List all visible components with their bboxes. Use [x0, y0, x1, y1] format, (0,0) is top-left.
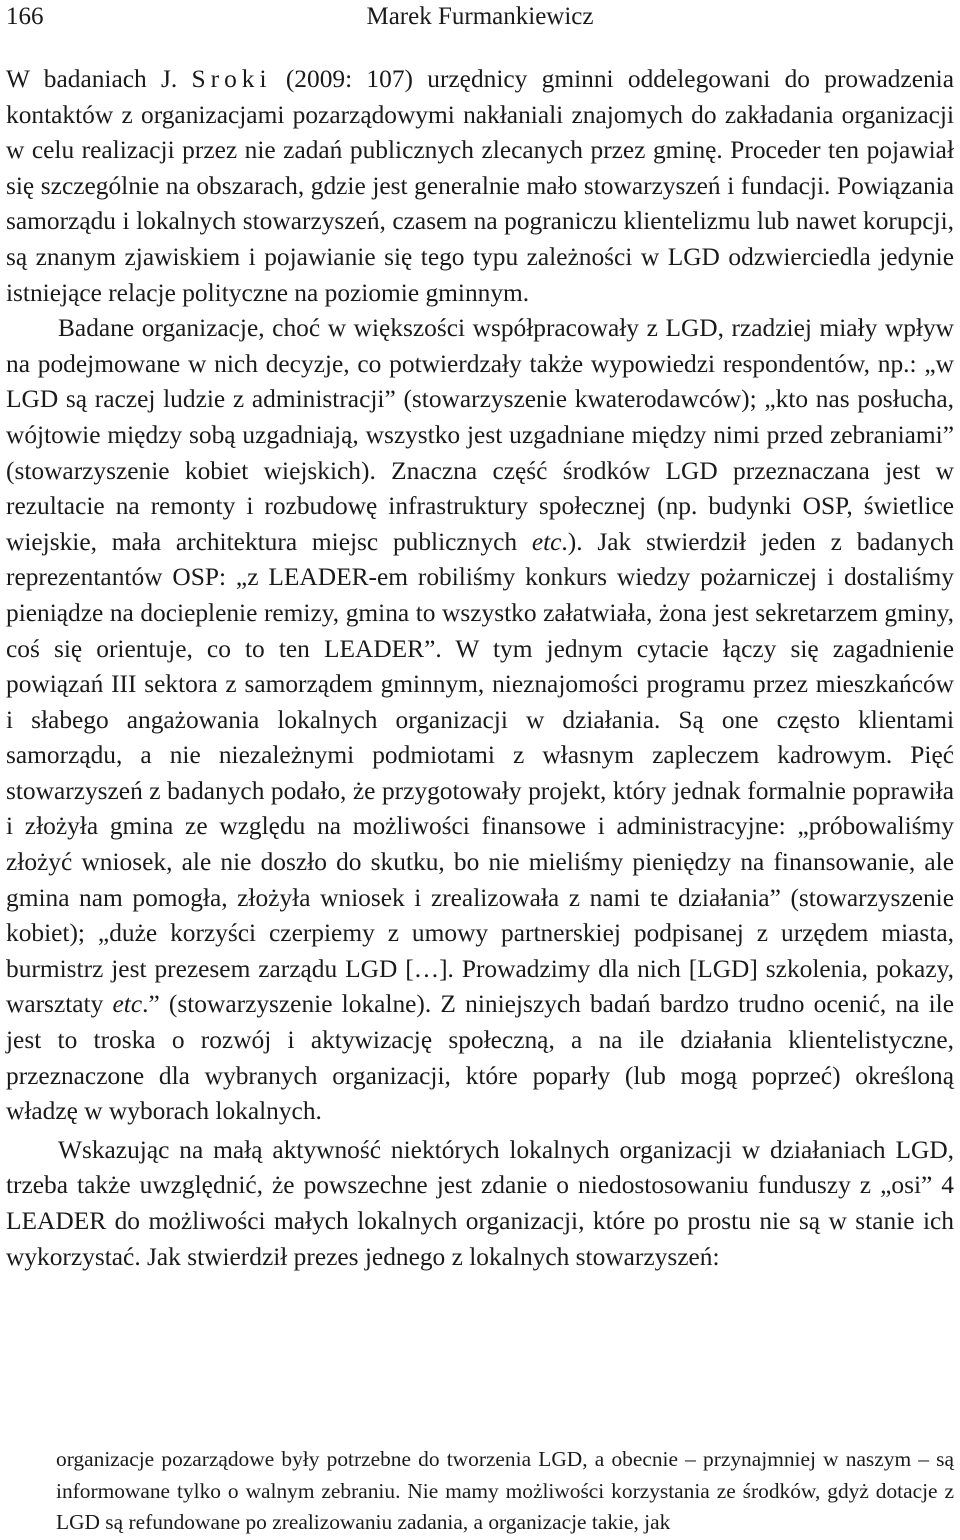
running-head-author: Marek Furmankiewicz [366, 3, 594, 30]
cited-author: Sroki [191, 65, 272, 93]
paragraph-2-part-b: .). Jak stwierdził jeden z badanych reprezentantów OSP: „z LEADER-em robiliśmy konkurs wiedzy pożarniczej i dostaliśmy pieniądze na docieplenie remizy, gmina to wszystko załatwiała, żona jest sekretarzem gminy, coś się orientuje, co to ten LEADER”. W tym jednym cytacie łączy się zagadnienie powiązań III sektora z samorządem gminnym, nieznajomości programu przez mieszkańców i słabego angażowania lokalnych organizacji w działania. Są one często klientami samorządu, a nie niezależnymi podmiotami z własnym zapleczem kadrowym. Pięć stowarzyszeń z badanych podało, że przygotowały projekt, który jednak formalnie poprawiła i złożyła gmina ze względu na możliwości finansowe i administracyjne: „próbowaliśmy złożyć wniosek, ale nie doszło do skutku, bo nie mieliśmy pieniędzy na finansowanie, ale gmina nam pomogła, złożyła wniosek i zrealizowała z nami te działania” (stowarzyszenie kobiet); „duże korzyści czerpiemy z umowy partnerskiej podpisanej z urzędem miasta, burmistrz jest prezesem zarządu LGD […]. Prowadzimy dla nich [LGD] szkolenia, pokazy, warsztaty [6, 527, 954, 1019]
paragraph-2-etc-1: etc [531, 527, 562, 556]
paragraph-1 [6, 62, 954, 311]
paragraph-2 [6, 311, 954, 1130]
main-text [6, 62, 954, 1275]
paragraph-1-text: (2009: 107) urzędnicy gminni oddelegowani do prowadzenia kontaktów z organizacjami pozarządowymi nakłaniali znajomych do zakładania organizacji w celu realizacji przez nie zadań publicznych zlecanych przez gminę. Proceder ten pojawiał się szczególnie na obszarach, gdzie jest generalnie mało stowarzyszeń i fundacji. Powiązania samorządu i lokalnych stowarzyszeń, czasem na pograniczu klientelizmu lub nawet korupcji, są znanym zjawiskiem i pojawianie się tego typu zależności w LGD odzwierciedla jedynie istniejące relacje polityczne na poziomie gminnym. [6, 65, 954, 307]
page-number: 166 [6, 3, 44, 30]
paragraph-2-etc-2: etc [112, 990, 143, 1019]
paragraph-3: Wskazując na małą aktywność niektórych lokalnych organizacji w działaniach LGD, trzeba także uwzględnić, że powszechne jest zdanie o niedostosowaniu funduszy z „osi” 4 LEADER do możliwości małych lokalnych organizacji, które po prostu nie są w stanie ich wykorzystać. Jak stwierdził prezes jednego z lokalnych stowarzyszeń: [6, 1135, 954, 1271]
block-quote: organizacje pozarządowe były potrzebne do tworzenia LGD, a obecnie – przynajmniej w naszym – są informowane tylko o walnym zebraniu. Nie mamy możliwości korzystania ze środków, gdyż dotacje z LGD są refundowane po zrealizowaniu zadania, a organizacje takie, jak [56, 1447, 954, 1535]
paragraph-2-part-a: Badane organizacje, choć w większości współpracowały z LGD, rzadziej miały wpływ na podejmowane w nich decyzje, co potwierdzały także wypowiedzi respondentów, np.: „w LGD są raczej ludzie z administracji” (stowarzyszenie kwaterodawców); „kto nas posłucha, wójtowie między sobą uzgadniają, wszystko jest uzgadniane między nimi przed zebraniami” (stowarzyszenie kobiet wiejskich). Znaczna część środków LGD przeznaczana jest w rezultacie na remonty i rozbudowę infrastruktury społecznej (np. budynki OSP, świetlice wiejskie, mała architektura miejsc publicznych [6, 314, 954, 556]
paragraph-1-lead: W badaniach J. [6, 65, 192, 93]
page-header [6, 0, 954, 50]
paragraph-2-part-c: .” (stowarzyszenie lokalne). Z niniejszych badań bardzo trudno ocenić, na ile jest to troska o rozwój i aktywizację społeczną, a na ile działania klientelistyczne, przeznaczone dla wybranych organizacji, które poparły (lub mogą poprzeć) określoną władzę w wyborach lokalnych. [6, 990, 954, 1126]
